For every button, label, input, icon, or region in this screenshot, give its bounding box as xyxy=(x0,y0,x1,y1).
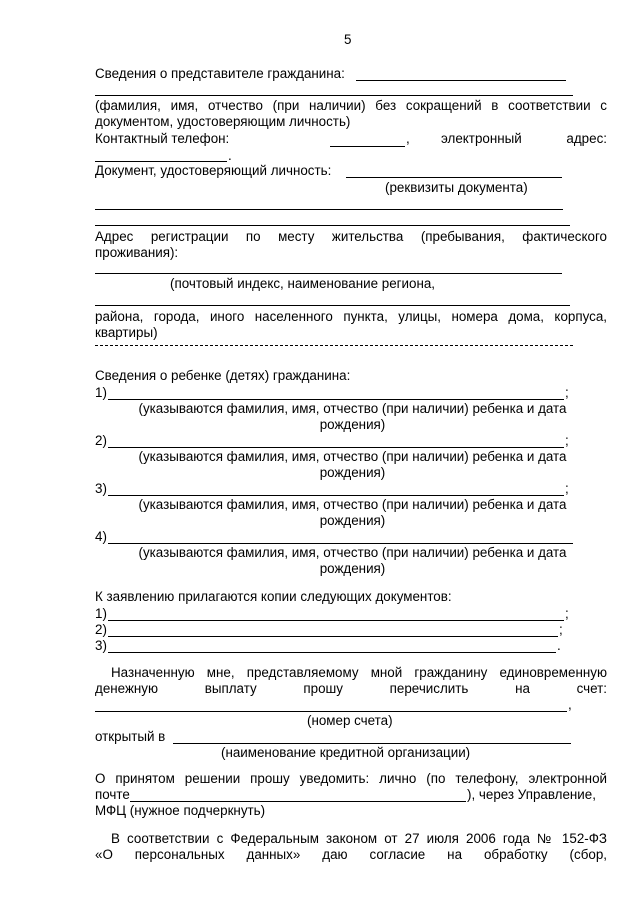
id-document-hint: (реквизиты документа) xyxy=(385,180,528,195)
attachment-field[interactable] xyxy=(108,636,558,637)
representative-name-field[interactable] xyxy=(356,80,566,81)
notify-line-2-end: ), через Управление, xyxy=(467,787,596,802)
account-number-hint: (номер счета) xyxy=(307,713,393,728)
consent-line-1: В соответствии с Федеральным законом от 27 июля 2006 года № 152-ФЗ xyxy=(111,831,607,846)
attachment-number: 3) xyxy=(95,638,107,653)
child-field[interactable] xyxy=(108,495,564,496)
child-field[interactable] xyxy=(108,399,564,400)
email-label: электронный адрес: xyxy=(441,131,607,146)
address-hint-3: квартиры) xyxy=(95,325,158,340)
child-line-end: ; xyxy=(565,481,569,496)
id-document-field[interactable] xyxy=(346,177,562,178)
opened-in-label: открытый в xyxy=(95,729,166,744)
contact-phone-label: Контактный телефон: xyxy=(95,131,230,146)
notify-line-3: МФЦ (нужное подчеркнуть) xyxy=(95,803,266,818)
email-field[interactable] xyxy=(95,161,227,162)
child-hint-line-1: (указываются фамилия, имя, отчество (при наличии) ребенка и дата xyxy=(138,497,567,512)
attachments-heading: К заявлению прилагаются копии следующих документов: xyxy=(95,589,452,604)
attachment-field[interactable] xyxy=(108,652,556,653)
id-document-field-3[interactable] xyxy=(95,225,570,226)
attachment-line-end: . xyxy=(557,638,561,653)
phone-comma: , xyxy=(406,131,410,146)
email-period: . xyxy=(228,148,232,163)
child-field[interactable] xyxy=(108,543,573,544)
child-number: 4) xyxy=(95,529,107,544)
notify-email-label: почте xyxy=(95,787,130,802)
address-label-line-1: Адрес регистрации по месту жительства (пребывания, фактического xyxy=(95,229,607,244)
address-hint-1: (почтовый индекс, наименование региона, xyxy=(170,276,436,291)
attachment-line-end: ; xyxy=(559,622,563,637)
payment-text-line-1: Назначенную мне, представляемому мной гражданину единовременную xyxy=(111,665,607,680)
address-label-line-2: проживания): xyxy=(95,245,179,260)
representative-heading: Сведения о представителе гражданина: xyxy=(95,66,345,81)
attachment-field[interactable] xyxy=(108,620,564,621)
address-hint-2: района, города, иного населенного пункта, улицы, номера дома, корпуса, xyxy=(95,309,607,324)
id-document-label: Документ, удостоверяющий личность: xyxy=(95,163,332,178)
notify-email-field[interactable] xyxy=(130,801,466,802)
child-hint-line-1: (указываются фамилия, имя, отчество (при наличии) ребенка и дата xyxy=(138,545,567,560)
child-hint-line-2: рождения) xyxy=(319,417,386,432)
child-number: 2) xyxy=(95,433,107,448)
notify-line-1: О принятом решении прошу уведомить: лично (по телефону, электронной xyxy=(95,771,607,786)
child-hint-line-2: рождения) xyxy=(319,465,386,480)
child-line-end: ; xyxy=(565,385,569,400)
attachment-number: 1) xyxy=(95,606,107,621)
child-hint-line-1: (указываются фамилия, имя, отчество (при наличии) ребенка и дата xyxy=(138,449,567,464)
child-line-end: ; xyxy=(565,433,569,448)
consent-line-2: «О персональных данных» даю согласие на обработку (сбор, xyxy=(95,847,607,862)
account-comma: , xyxy=(568,697,572,712)
id-document-field-2[interactable] xyxy=(95,209,563,210)
account-number-field[interactable] xyxy=(95,711,567,712)
fio-hint-line-1: (фамилия, имя, отчество (при наличии) без сокращений в соответствии с xyxy=(95,98,607,113)
child-hint-line-1: (указываются фамилия, имя, отчество (при наличии) ребенка и дата xyxy=(138,401,567,416)
child-number: 3) xyxy=(95,481,107,496)
contact-phone-field[interactable] xyxy=(330,146,405,147)
representative-name-field-2[interactable] xyxy=(95,95,573,96)
child-hint-line-2: рождения) xyxy=(319,561,386,576)
payment-text-line-2: денежную выплату прошу перечислить на счет: xyxy=(95,681,607,696)
children-heading: Сведения о ребенке (детях) гражданина: xyxy=(95,368,351,383)
page-number: 5 xyxy=(344,32,352,47)
child-number: 1) xyxy=(95,385,107,400)
address-field-1[interactable] xyxy=(95,273,562,274)
bank-name-hint: (наименование кредитной организации) xyxy=(221,745,471,760)
address-field-2[interactable] xyxy=(95,305,570,306)
child-hint-line-2: рождения) xyxy=(319,513,386,528)
attachment-line-end: ; xyxy=(565,606,569,621)
section-divider xyxy=(95,345,573,346)
attachment-number: 2) xyxy=(95,622,107,637)
child-field[interactable] xyxy=(108,447,564,448)
bank-name-field[interactable] xyxy=(173,743,571,744)
fio-hint-line-2: документом, удостоверяющим личность) xyxy=(95,114,351,129)
